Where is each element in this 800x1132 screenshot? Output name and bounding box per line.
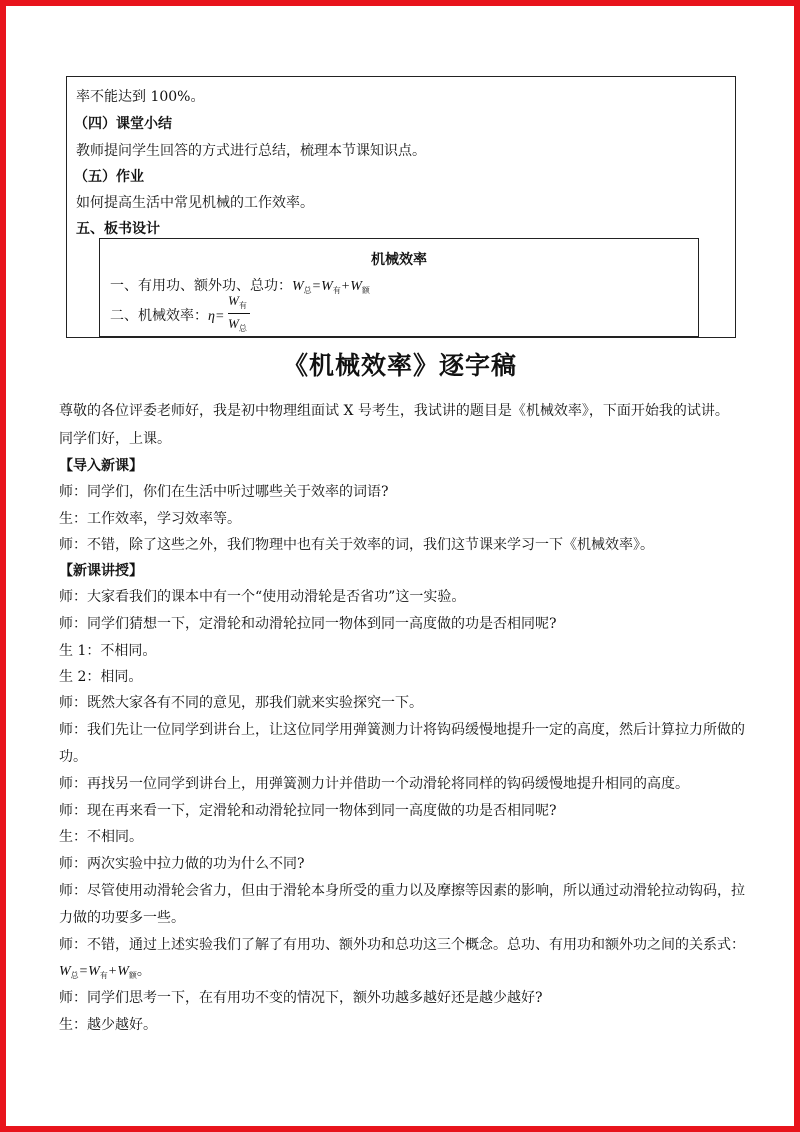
homework-heading: （五）作业 bbox=[74, 169, 144, 185]
transcript-line: 生：不相同。 bbox=[59, 829, 143, 845]
homework-text: 如何提高生活中常见机械的工作效率。 bbox=[76, 195, 314, 211]
board-title: 机械效率 bbox=[371, 252, 427, 268]
board-item-efficiency bbox=[110, 305, 224, 325]
board-item-work-label: 一、有用功、额外功、总功： bbox=[110, 278, 292, 294]
transcript-line: 生：工作效率，学习效率等。 bbox=[59, 511, 241, 527]
transcript-line: 师：既然大家各有不同的意见，那我们就来实验探究一下。 bbox=[59, 695, 423, 711]
transcript-line: 师：大家看我们的课本中有一个“使用动滑轮是否省功”这一实验。 bbox=[59, 589, 466, 605]
section-heading-intro: 【导入新课】 bbox=[59, 458, 143, 474]
transcript-line: 师：同学们猜想一下，定滑轮和动滑轮拉同一物体到同一高度做的功是否相同呢? bbox=[59, 616, 557, 632]
fraction-numerator: $W_有$ bbox=[228, 293, 247, 310]
summary-text: 教师提问学生回答的方式进行总结，梳理本节课知识点。 bbox=[76, 143, 426, 159]
transcript-line: 师：不错，除了这些之外，我们物理中也有关于效率的词，我们这节课来学习一下《机械效率》。 bbox=[59, 537, 654, 553]
section-heading-new-lesson: 【新课讲授】 bbox=[59, 563, 143, 579]
efficiency-fraction bbox=[228, 293, 252, 335]
transcript-line: 师：尽管使用动滑轮会省力，但由于滑轮本身所受的重力以及摩擦等因素的影响，所以通过动滑轮拉动钩码，拉 bbox=[59, 883, 745, 899]
transcript-line: 师：同学们思考一下，在有用功不变的情况下，额外功越多越好还是越少越好? bbox=[59, 990, 543, 1006]
work-relation-formula: $W_总=W_有+W_额$。 bbox=[59, 964, 151, 980]
transcript-line: 力做的功要多一些。 bbox=[59, 910, 185, 926]
transcript-line: 生 2：相同。 bbox=[59, 669, 143, 685]
board-design-heading: 五、板书设计 bbox=[76, 221, 160, 237]
efficiency-limit-text: 率不能达到 100%。 bbox=[76, 89, 205, 105]
transcript-title: 《机械效率》逐字稿 bbox=[282, 351, 517, 380]
transcript-line: 同学们好，上课。 bbox=[59, 431, 171, 447]
total-work-formula: $W_总=W_有+W_额$ bbox=[292, 279, 370, 295]
transcript-line: 师：我们先让一位同学到讲台上，让这位同学用弹簧测力计将钩码缓慢地提升一定的高度，然后计算拉力所做的 bbox=[59, 722, 745, 738]
eta-symbol: η= bbox=[208, 309, 225, 324]
transcript-line: 师：再找另一位同学到讲台上，用弹簧测力计并借助一个动滑轮将同样的钩码缓慢地提升相同的高度。 bbox=[59, 776, 689, 792]
transcript-line: 生 1：不相同。 bbox=[59, 643, 157, 659]
transcript-line: 功。 bbox=[59, 749, 87, 765]
board-item-efficiency-label: 二、机械效率： bbox=[110, 308, 208, 324]
fraction-bar bbox=[228, 313, 250, 314]
board-design-box bbox=[99, 238, 699, 337]
transcript-line: 师：同学们，你们在生活中听过哪些关于效率的词语? bbox=[59, 484, 389, 500]
transcript-line: 师：不错，通过上述实验我们了解了有用功、额外功和总功这三个概念。总功、有用功和额外功之间的关系式： bbox=[59, 937, 745, 953]
transcript-line: 师：两次实验中拉力做的功为什么不同? bbox=[59, 856, 305, 872]
transcript-line: 师：现在再来看一下，定滑轮和动滑轮拉同一物体到同一高度做的功是否相同呢? bbox=[59, 803, 557, 819]
summary-heading: （四）课堂小结 bbox=[74, 116, 172, 132]
transcript-line: 尊敬的各位评委老师好，我是初中物理组面试 X 号考生，我试讲的题目是《机械效率》，下面开始我的试讲。 bbox=[59, 403, 729, 419]
transcript-line: 生：越少越好。 bbox=[59, 1017, 157, 1033]
fraction-denominator: $W_总$ bbox=[228, 316, 247, 333]
